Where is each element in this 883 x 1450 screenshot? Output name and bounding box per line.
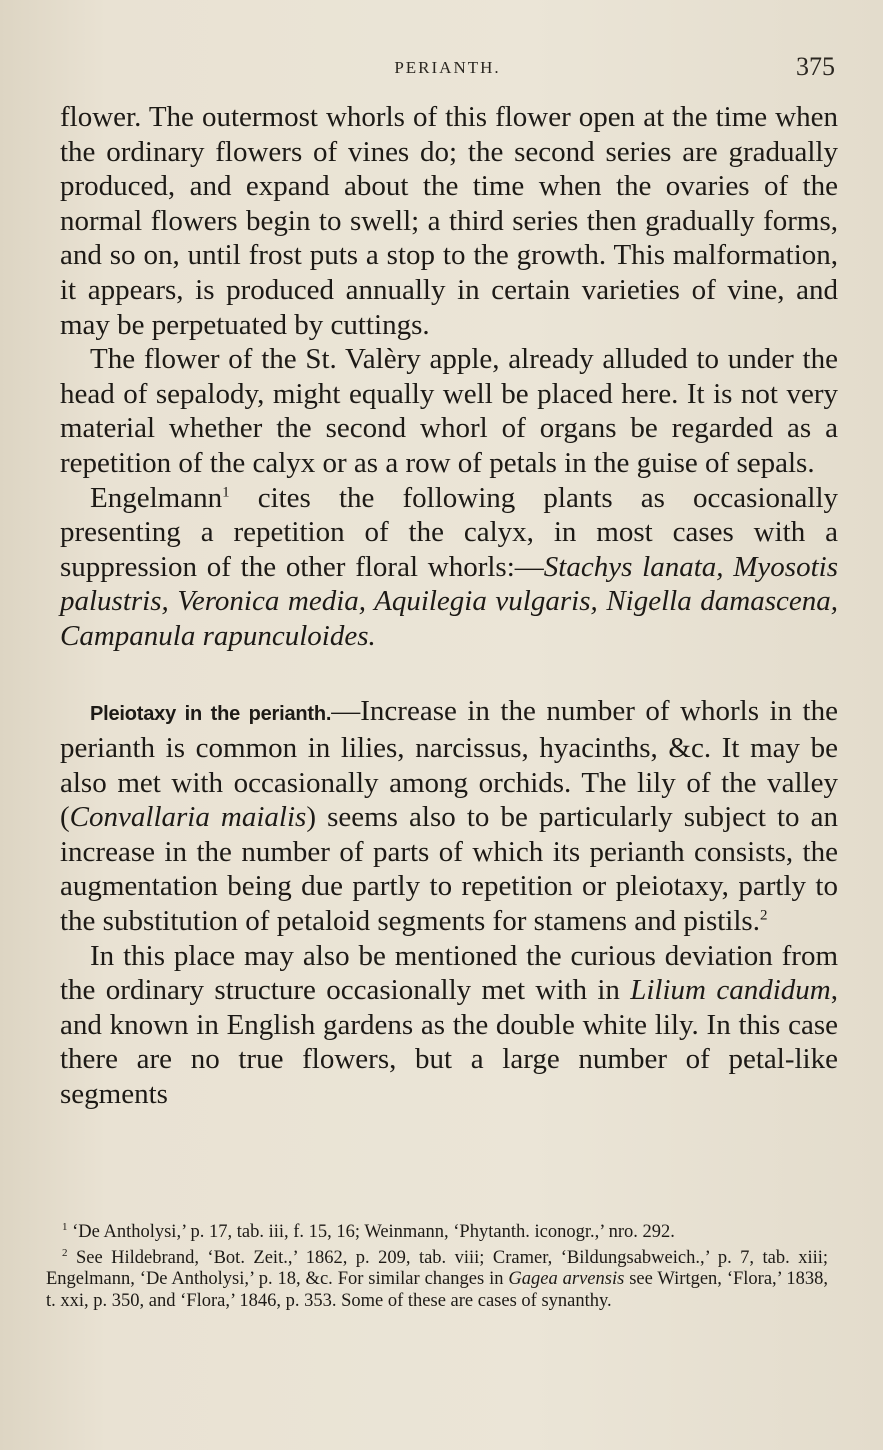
species-gagea: Gagea arvensis xyxy=(508,1269,625,1289)
paragraph-valery-apple xyxy=(60,342,838,480)
footnote-2-mark: 2 xyxy=(62,1246,68,1259)
species-lilium: Lilium candidum xyxy=(630,974,831,1007)
body-text xyxy=(60,100,838,1112)
footnotes xyxy=(46,1222,828,1316)
footnote-2 xyxy=(46,1248,828,1313)
footnote-1 xyxy=(46,1222,828,1244)
paragraph-vine-flower-text: flower. The outermost whorls of this flower open at the time when the ordinary flowers of vines do; the second series are gradually produced, and expand about the time when the ovaries of the normal flowers begin to swell; a third series then gradually forms, and so on, until frost puts a stop to the growth. This malformation, it appears, is produced annually in certain varieties of vine, and may be perpetuated by cuttings. xyxy=(60,101,838,341)
footnote-2-text-post: see Wirtgen, ‘Flora,’ 1838, t. xxi, p. 350, and ‘Flora,’ 1846, p. 353. Some of these are cases of synanthy. xyxy=(46,1269,829,1311)
page-header xyxy=(60,52,835,92)
lilium-text-pre: In this place may also be mentioned the curious deviation from the ordinary structure occasionally met with in xyxy=(60,939,838,1007)
paragraph-lilium xyxy=(60,939,838,1112)
paragraph-engelmann xyxy=(60,481,838,654)
lilium-text-post: , and known in English gardens as the double white lily. In this case there are no true flowers, but a large number of petal-like segments xyxy=(60,974,838,1111)
engelmann-text: cites the following plants as occasionally presenting a repetition of the calyx, in most cases with a suppression of the other floral whorls:— xyxy=(60,481,838,583)
paragraph-pleiotaxy xyxy=(60,694,838,939)
species-convallaria: Convallaria maialis xyxy=(69,801,307,834)
species-list: Stachys lanata, Myosotis palustris, Veronica media, Aquilegia vulgaris, Nigella damascena, Campanula rapunculoides. xyxy=(60,550,838,652)
pleiotaxy-text-pre: —Increase in the number of whorls in the perianth is common in lilies, narcissus, hyacinths, &c. It may be also met with occasionally among orchids. The lily of the valley ( xyxy=(60,694,838,834)
paragraph-valery-apple-text: The flower of the St. Valèry apple, already alluded to under the head of sepalody, might equally well be placed here. It is not very material whether the second whorl of organs be regarded as a repetition of the calyx or as a row of petals in the guise of sepals. xyxy=(60,343,838,479)
section-gap xyxy=(60,654,838,694)
footnote-2-text-pre: See Hildebrand, ‘Bot. Zeit.,’ 1862, p. 209, tab. viii; Cramer, ‘Bildungsabweich.,’ p. 7, tab. xiii; Engelmann, ‘De Antholysi,’ p. 18, &c. For similar changes in xyxy=(46,1247,828,1289)
running-title: PERIANTH. xyxy=(394,58,501,77)
footnote-1-text: ‘De Antholysi,’ p. 17, tab. iii, f. 15, 16; Weinmann, ‘Phytanth. iconogr.,’ nro. 292. xyxy=(67,1222,675,1242)
section-heading: Pleiotaxy in the perianth. xyxy=(90,702,332,725)
footnote-ref-1: 1 xyxy=(222,483,230,500)
page-number: 375 xyxy=(796,52,835,81)
paragraph-vine-flower xyxy=(60,100,838,342)
pleiotaxy-text-post: ) seems also to be particularly subject to an increase in the number of parts of which its perianth consists, the augmentation being due partly to repetition or pleiotaxy, partly to the substitution of petaloid segments for stamens and pistils. xyxy=(60,801,838,938)
engelmann-name: Engelmann xyxy=(90,481,223,514)
footnote-ref-2: 2 xyxy=(759,907,768,924)
footnote-1-mark: 1 xyxy=(62,1220,68,1233)
